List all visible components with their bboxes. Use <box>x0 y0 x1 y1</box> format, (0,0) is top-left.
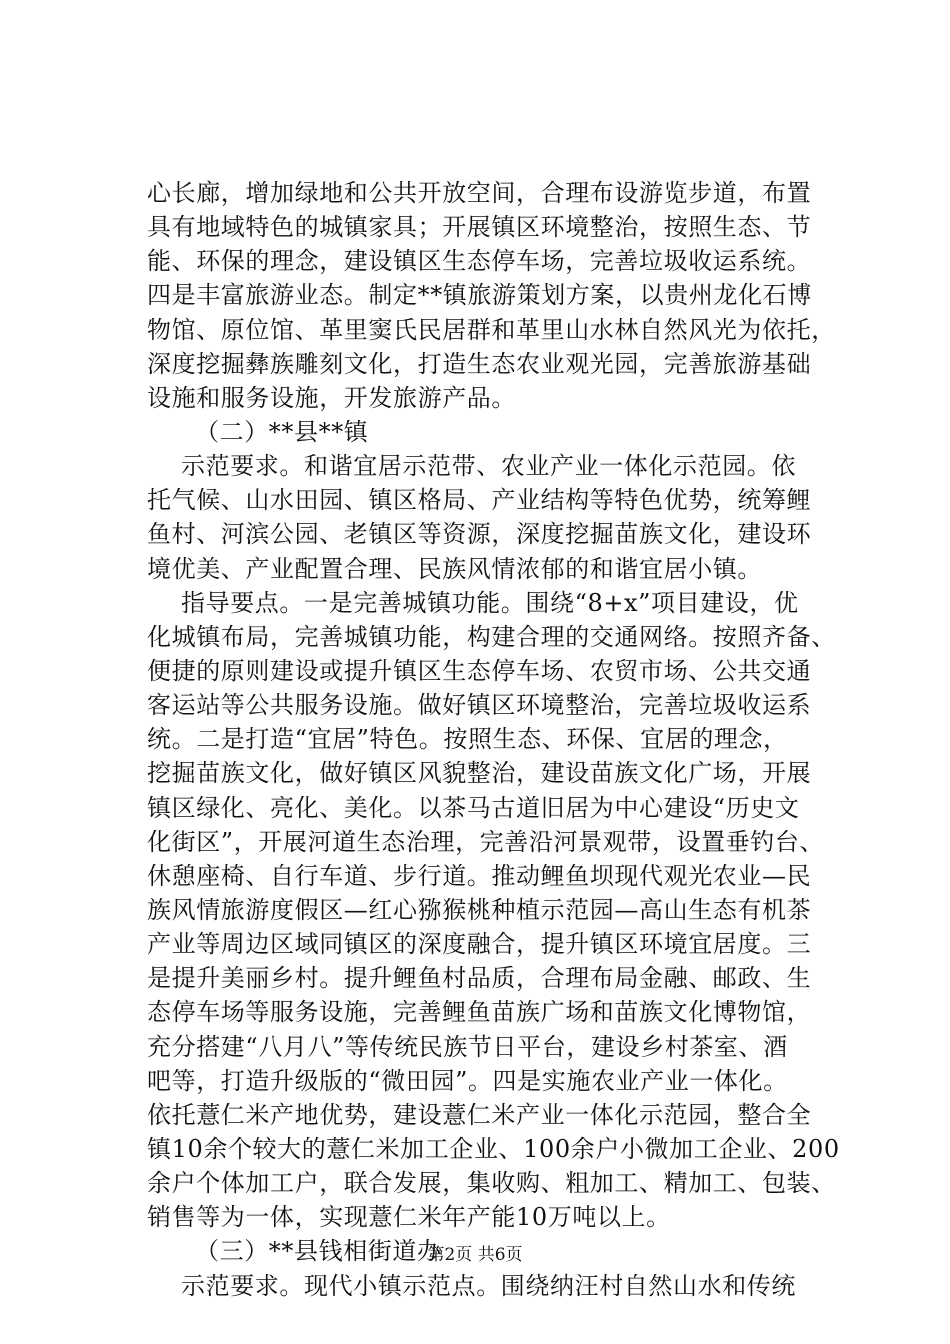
paragraph-line: 镇10余个较大的薏仁米加工企业、100余户小微加工企业、200 <box>147 1134 840 1163</box>
paragraph-line: 吧等，打造升级版的“微田园”。四是实施农业产业一体化。 <box>147 1066 788 1095</box>
paragraph-line: 挖掘苗族文化，做好镇区风貌整治，建设苗族文化广场，开展 <box>147 759 812 788</box>
paragraph-line: 余户个体加工户，联合发展，集收购、粗加工、精加工、包装、 <box>147 1169 836 1198</box>
paragraph-line: 设施和服务设施，开发旅游产品。 <box>147 383 516 412</box>
paragraph-line: 销售等为一体，实现薏仁米年产能10万吨以上。 <box>147 1203 671 1232</box>
page-footer: 第2页 共6页 <box>427 1245 523 1265</box>
paragraph-line: 物馆、原位馆、革里窦氏民居群和革里山水林自然风光为依托， <box>147 315 836 344</box>
paragraph-line: 深度挖掘彝族雕刻文化，打造生态农业观光园，完善旅游基础 <box>147 349 812 378</box>
paragraph-line: 化城镇布局，完善城镇功能，构建合理的交通网络。按照齐备、 <box>147 622 836 651</box>
paragraph-line: 托气候、山水田园、镇区格局、产业结构等特色优势，统筹鲤 <box>147 486 812 515</box>
paragraph-line: 便捷的原则建设或提升镇区生态停车场、农贸市场、公共交通 <box>147 656 812 685</box>
paragraph-line: 充分搭建“八月八”等传统民族节日平台，建设乡村茶室、酒 <box>147 1032 788 1061</box>
document-body <box>147 176 853 1303</box>
paragraph-line: 休憩座椅、自行车道、步行道。推动鲤鱼坝现代观光农业—民 <box>147 861 812 890</box>
paragraph-line: 示范要求。和谐宜居示范带、农业产业一体化示范园。依 <box>181 452 796 481</box>
paragraph-line: 四是丰富旅游业态。制定**镇旅游策划方案，以贵州龙化石博 <box>147 281 812 310</box>
paragraph-line: 态停车场等服务设施，完善鲤鱼苗族广场和苗族文化博物馆， <box>147 998 812 1027</box>
section-heading: （三）**县钱相街道办 <box>195 1237 442 1266</box>
paragraph-line: 是提升美丽乡村。提升鲤鱼村品质，合理布局金融、邮政、生 <box>147 964 812 993</box>
section-heading: （二）**县**镇 <box>195 417 369 446</box>
paragraph-line: 指导要点。一是完善城镇功能。围绕“8+x”项目建设，优 <box>181 588 799 617</box>
paragraph-line: 客运站等公共服务设施。做好镇区环境整治，完善垃圾收运系 <box>147 691 812 720</box>
paragraph-line: 族风情旅游度假区—红心猕猴桃种植示范园—高山生态有机茶 <box>147 895 812 924</box>
paragraph-line: 鱼村、河滨公园、老镇区等资源，深度挖掘苗族文化，建设环 <box>147 520 812 549</box>
paragraph-line: 化街区”，开展河道生态治理，完善沿河景观带，设置垂钓台、 <box>147 827 825 856</box>
paragraph-line: 产业等周边区域同镇区的深度融合，提升镇区环境宜居度。三 <box>147 930 812 959</box>
paragraph-line: 示范要求。现代小镇示范点。围绕纳汪村自然山水和传统 <box>181 1271 796 1300</box>
paragraph-line: 能、环保的理念，建设镇区生态停车场，完善垃圾收运系统。 <box>147 247 812 276</box>
paragraph-line: 统。二是打造“宜居”特色。按照生态、环保、宜居的理念， <box>147 725 788 754</box>
paragraph-line: 依托薏仁米产地优势，建设薏仁米产业一体化示范园，整合全 <box>147 1100 812 1129</box>
paragraph-line: 镇区绿化、亮化、美化。以茶马古道旧居为中心建设“历史文 <box>147 793 800 822</box>
paragraph-line: 心长廊，增加绿地和公共开放空间，合理布设游览步道，布置 <box>147 179 812 207</box>
paragraph-line: 具有地域特色的城镇家具；开展镇区环境整治，按照生态、节 <box>147 213 812 242</box>
paragraph-line: 境优美、产业配置合理、民族风情浓郁的和谐宜居小镇。 <box>147 554 762 583</box>
